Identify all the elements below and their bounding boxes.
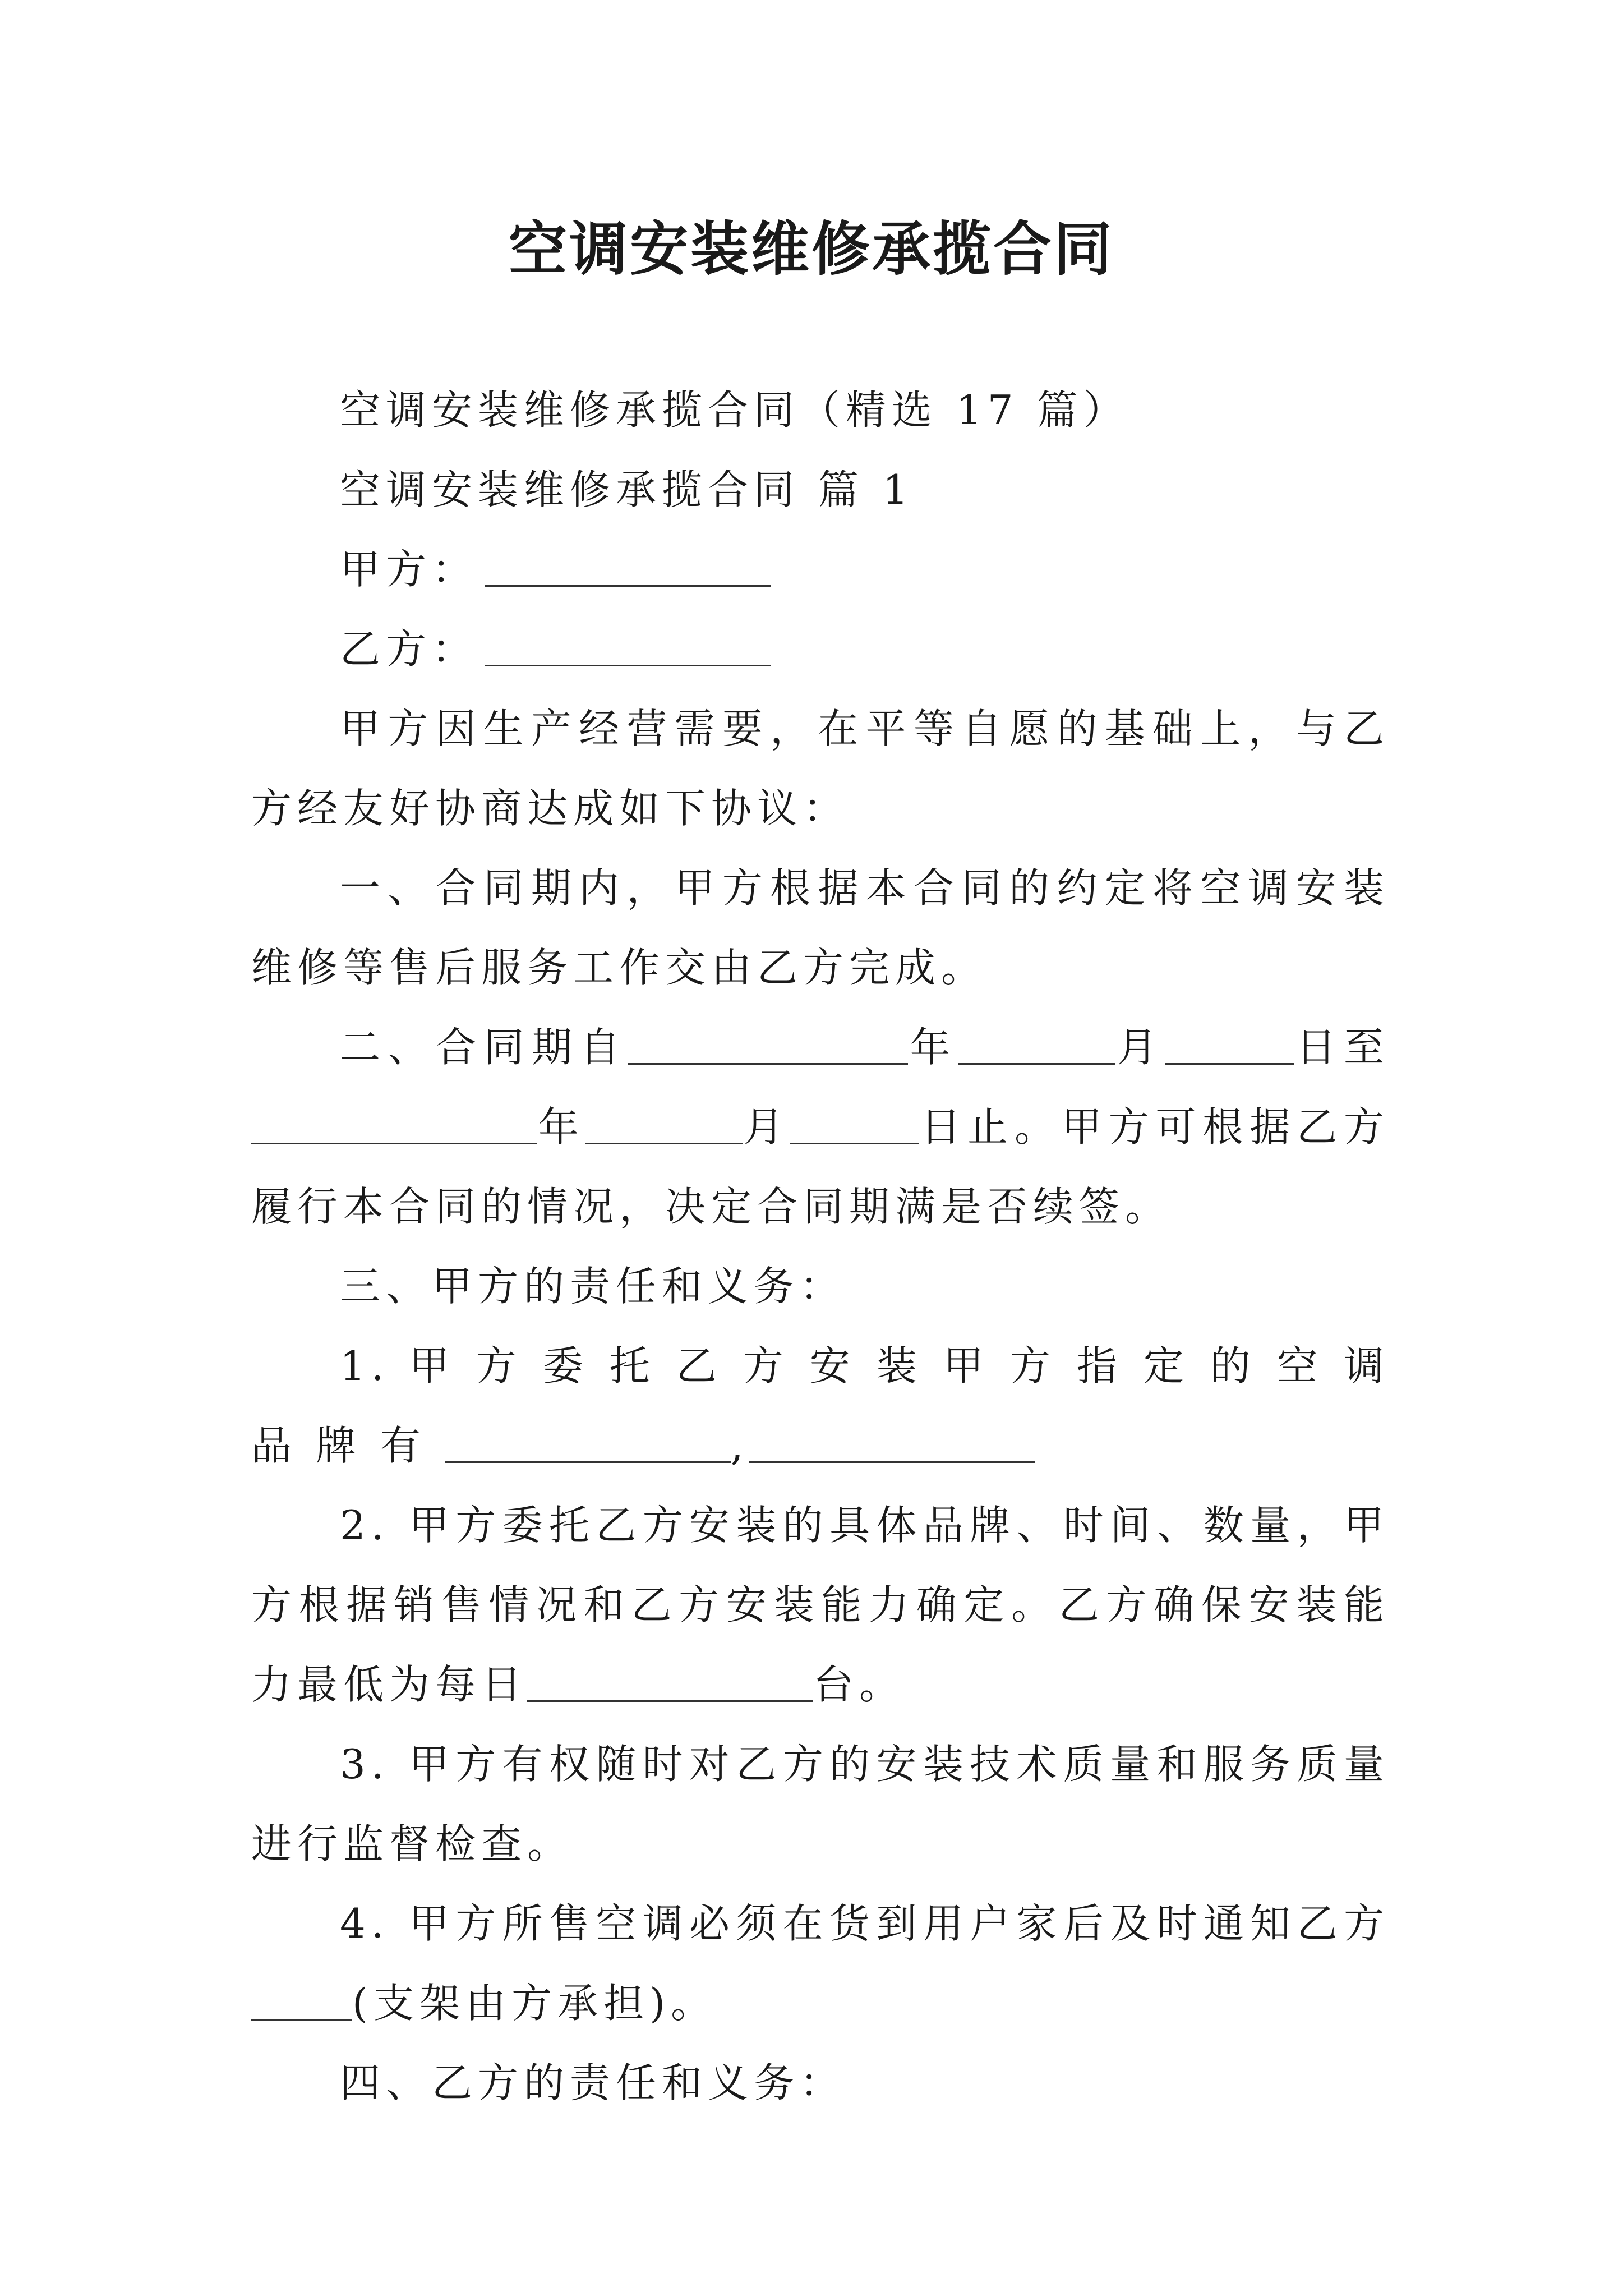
intro-paragraph: 甲方因生产经营需要，在平等自愿的基础上，与乙方经友好协商达成如下协议： bbox=[251, 705, 1390, 832]
item-1-sep: , bbox=[730, 1422, 749, 1469]
item-2 bbox=[251, 1485, 1390, 1724]
month-label: 月 bbox=[1114, 1024, 1165, 1071]
end-year-blank[interactable] bbox=[251, 1106, 537, 1144]
brand-blank-2[interactable] bbox=[749, 1424, 1035, 1463]
party-a-label: 甲方： bbox=[340, 546, 478, 593]
item-3: 3. 甲方有权随时对乙方的安装技术质量和服务质量进行监督检查。 bbox=[251, 1741, 1390, 1867]
item-2-text: 2. 甲方委托乙方安装的具体品牌、时间、数量，甲方根据销售情况和乙方安装能力确定。乙方确保安装能力最低为每日 bbox=[251, 1502, 1390, 1708]
clause-3-heading: 三、甲方的责任和义务： bbox=[340, 1263, 846, 1310]
party-a-blank[interactable] bbox=[485, 548, 771, 587]
bracket-blank[interactable] bbox=[251, 1982, 352, 2021]
clause-4-heading: 四、乙方的责任和义务： bbox=[340, 2059, 846, 2106]
end-day-blank[interactable] bbox=[790, 1106, 919, 1144]
item-1 bbox=[251, 1326, 1390, 1485]
party-b-line bbox=[251, 609, 1390, 689]
section-heading: 空调安装维修承揽合同 篇 1 bbox=[340, 466, 914, 513]
party-b-blank[interactable] bbox=[485, 628, 771, 666]
document-body bbox=[251, 370, 1390, 2123]
brand-blank-1[interactable] bbox=[445, 1424, 731, 1463]
start-day-blank[interactable] bbox=[1165, 1026, 1294, 1065]
party-a-line bbox=[251, 530, 1390, 609]
year-label-2: 年 bbox=[537, 1103, 585, 1151]
start-month-blank[interactable] bbox=[958, 1026, 1115, 1065]
item-1-text: 1. 甲 方 委 托 乙 方 安 装 甲 方 指 定 的 空 调 品 牌 有 bbox=[251, 1342, 1390, 1469]
subtitle: 空调安装维修承揽合同（精选 17 篇） bbox=[340, 386, 1129, 434]
day-to-label: 日至 bbox=[1293, 1024, 1390, 1071]
party-b-label: 乙方： bbox=[340, 625, 478, 673]
daily-capacity-blank[interactable] bbox=[527, 1663, 813, 1702]
start-year-blank[interactable] bbox=[628, 1026, 908, 1065]
clause-1: 一、合同期内，甲方根据本合同的约定将空调安装维修等售后服务工作交由乙方完成。 bbox=[251, 864, 1390, 991]
clause-2-tail: 日止。甲方可根据乙方履行本合同的情况，决定合同期满是否续签。 bbox=[251, 1103, 1390, 1230]
clause-2 bbox=[251, 1007, 1390, 1246]
end-month-blank[interactable] bbox=[585, 1106, 743, 1144]
month-label-2: 月 bbox=[742, 1103, 791, 1151]
document-title: 空调安装维修承揽合同 bbox=[508, 215, 1114, 283]
year-label: 年 bbox=[907, 1024, 958, 1071]
item-4-tail: (支架由方承担)。 bbox=[352, 1980, 717, 2027]
item-2-unit: 台。 bbox=[813, 1661, 906, 1708]
item-4-text: 4. 甲方所售空调必须在货到用户家后及时通知乙方 bbox=[340, 1900, 1390, 1947]
clause-2-start: 二、合同期自 bbox=[340, 1024, 628, 1071]
item-4 bbox=[251, 1884, 1390, 2043]
